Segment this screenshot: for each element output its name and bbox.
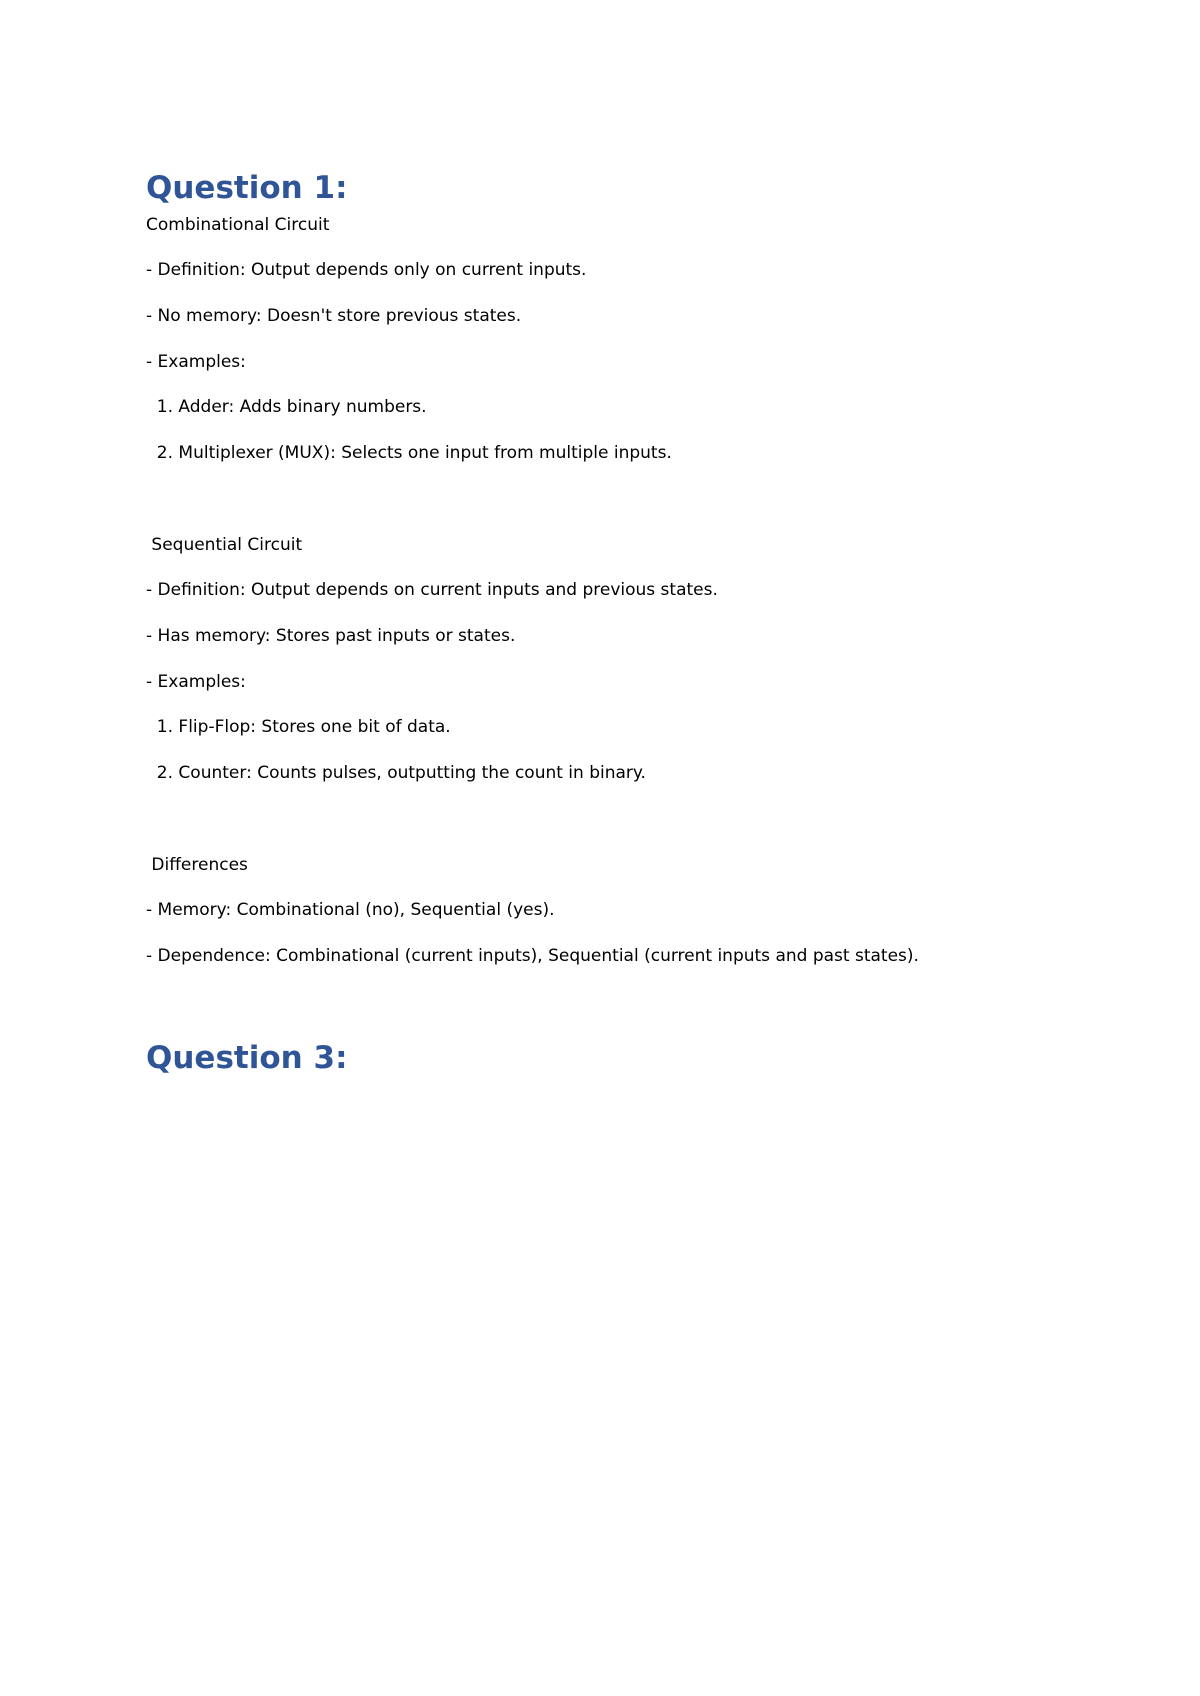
combinational-examples-label: - Examples: — [146, 352, 246, 372]
sequential-example-2: 2. Counter: Counts pulses, outputting the count in binary. — [146, 763, 646, 783]
combinational-example-1: 1. Adder: Adds binary numbers. — [146, 397, 427, 417]
differences-dependence: - Dependence: Combinational (current inputs), Sequential (current inputs and past states). — [146, 946, 919, 966]
combinational-example-2: 2. Multiplexer (MUX): Selects one input from multiple inputs. — [146, 443, 672, 463]
differences-heading: Differences — [146, 855, 248, 875]
differences-memory: - Memory: Combinational (no), Sequential (yes). — [146, 900, 555, 920]
sequential-example-1: 1. Flip-Flop: Stores one bit of data. — [146, 717, 451, 737]
sequential-examples-label: - Examples: — [146, 672, 246, 692]
question-3-heading: Question 3: — [146, 1040, 348, 1076]
combinational-definition: - Definition: Output depends only on current inputs. — [146, 260, 587, 280]
question-1-heading: Question 1: — [146, 170, 348, 206]
combinational-memory: - No memory: Doesn't store previous states. — [146, 306, 522, 326]
sequential-definition: - Definition: Output depends on current inputs and previous states. — [146, 580, 718, 600]
sequential-circuit-heading: Sequential Circuit — [146, 535, 303, 555]
combinational-circuit-heading: Combinational Circuit — [146, 215, 330, 235]
sequential-memory: - Has memory: Stores past inputs or states. — [146, 626, 516, 646]
